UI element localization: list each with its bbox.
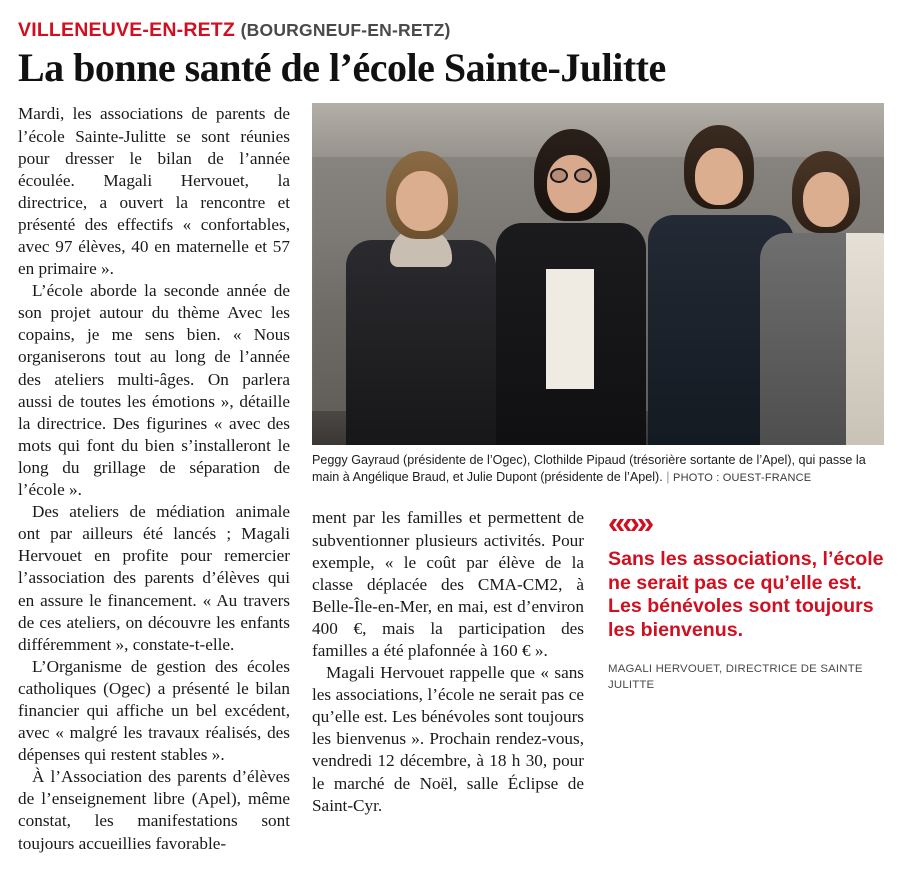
text-column-1 (18, 103, 290, 854)
photo-person-1 (346, 145, 496, 445)
paragraph: L’école aborde la seconde année de son projet autour du thème Avec les copains, je me sens bien. « Nous organiserons tout au long de l’année des ateliers multi-âges. On parlera aussi de toutes les émotions », détaille la directrice. Des figurines « avec des mots qui font du bien s’installeront le long du grillage de séparation de l’école ». (18, 281, 290, 500)
kicker-town: VILLENEUVE-EN-RETZ (18, 19, 236, 41)
paragraph: Des ateliers de médiation animale ont par ailleurs été lancés ; Magali Hervouet en profite pour remercier l’association des parents d’élèves qui en assure le financement. « Au travers de ces ateliers, on découvre les enfants différemment », constate-t-elle. (18, 502, 290, 654)
photo-person-4-face (803, 172, 849, 227)
paragraph: À l’Association des parents d’élèves de l’enseignement libre (Apel), même constat, les manifestations sont toujours accueillies favorable- (18, 767, 290, 853)
article-media (312, 103, 884, 485)
photo-credit: PHOTO : OUEST-FRANCE (673, 471, 812, 484)
quote-marks-icon: «‹›» (608, 505, 652, 541)
pull-quote (608, 507, 884, 693)
paragraph: Magali Hervouet rappelle que « sans les associations, l’école ne serait pas ce qu’elle est. Les bénévoles sont toujours les bienvenus ». Prochain rendez-vous, vendredi 12 décembre, à 18 h 30, pour le marché de Noël, salle Éclipse de Saint-Cyr. (312, 663, 584, 815)
paragraph: L’Organisme de gestion des écoles catholiques (Ogec) a présenté le bilan financier qui affiche un bel excédent, avec « malgré les travaux réalisés, des dépenses qui restent stables ». (18, 656, 290, 765)
paragraph: Mardi, les associations de parents de l’école Sainte-Julitte se sont réunies pour dresser le bilan de l’année écoulée. Magali Hervouet, la directrice, a ouvert la rencontre et présenté des effectifs « confortables, avec 97 élèves, 40 en maternelle et 57 en primaire ». (18, 104, 290, 279)
photo-person-3-face (695, 148, 743, 205)
photo-caption (312, 452, 884, 485)
kicker-locality: (BOURGNEUF-EN-RETZ) (240, 20, 451, 40)
paragraph: ment par les familles et permettent de subventionner plusieurs activités. Pour exemple, « le coût par élève de la classe déplacée des CMA-CM2, à Belle-Île-en-Mer, en mai, est d’environ 400 €, mais la participation des familles a été plafonnée à 160 € ». (312, 508, 584, 660)
photo-person-2-face (547, 155, 597, 213)
photo-caption-text: Peggy Gayraud (présidente de l’Ogec), Clothilde Pipaud (trésorière sortante de l’Apel), qui passe la main à Angélique Braud, et Julie Dupont (présidente de l’Apel). (312, 453, 866, 484)
kicker (18, 20, 884, 41)
page-title: La bonne santé de l’école Sainte-Julitte (18, 45, 666, 91)
photo-person-4 (760, 145, 884, 445)
photo-person-2-shirt (546, 269, 594, 389)
photo-person-1-torso (346, 240, 496, 445)
pull-quote-text: Sans les associations, l’école ne serait pas ce qu’elle est. Les bénévoles sont toujours les bienvenus. (608, 548, 884, 641)
photo-person-2 (492, 127, 650, 445)
article-photo (312, 103, 884, 445)
photo-caption-separator: | (666, 469, 670, 484)
pull-quote-attribution: MAGALI HERVOUET, DIRECTRICE DE SAINTE JULITTE (608, 663, 863, 691)
photo-person-4-coat (846, 233, 884, 445)
photo-person-1-face (396, 171, 448, 231)
text-column-2 (312, 507, 584, 816)
